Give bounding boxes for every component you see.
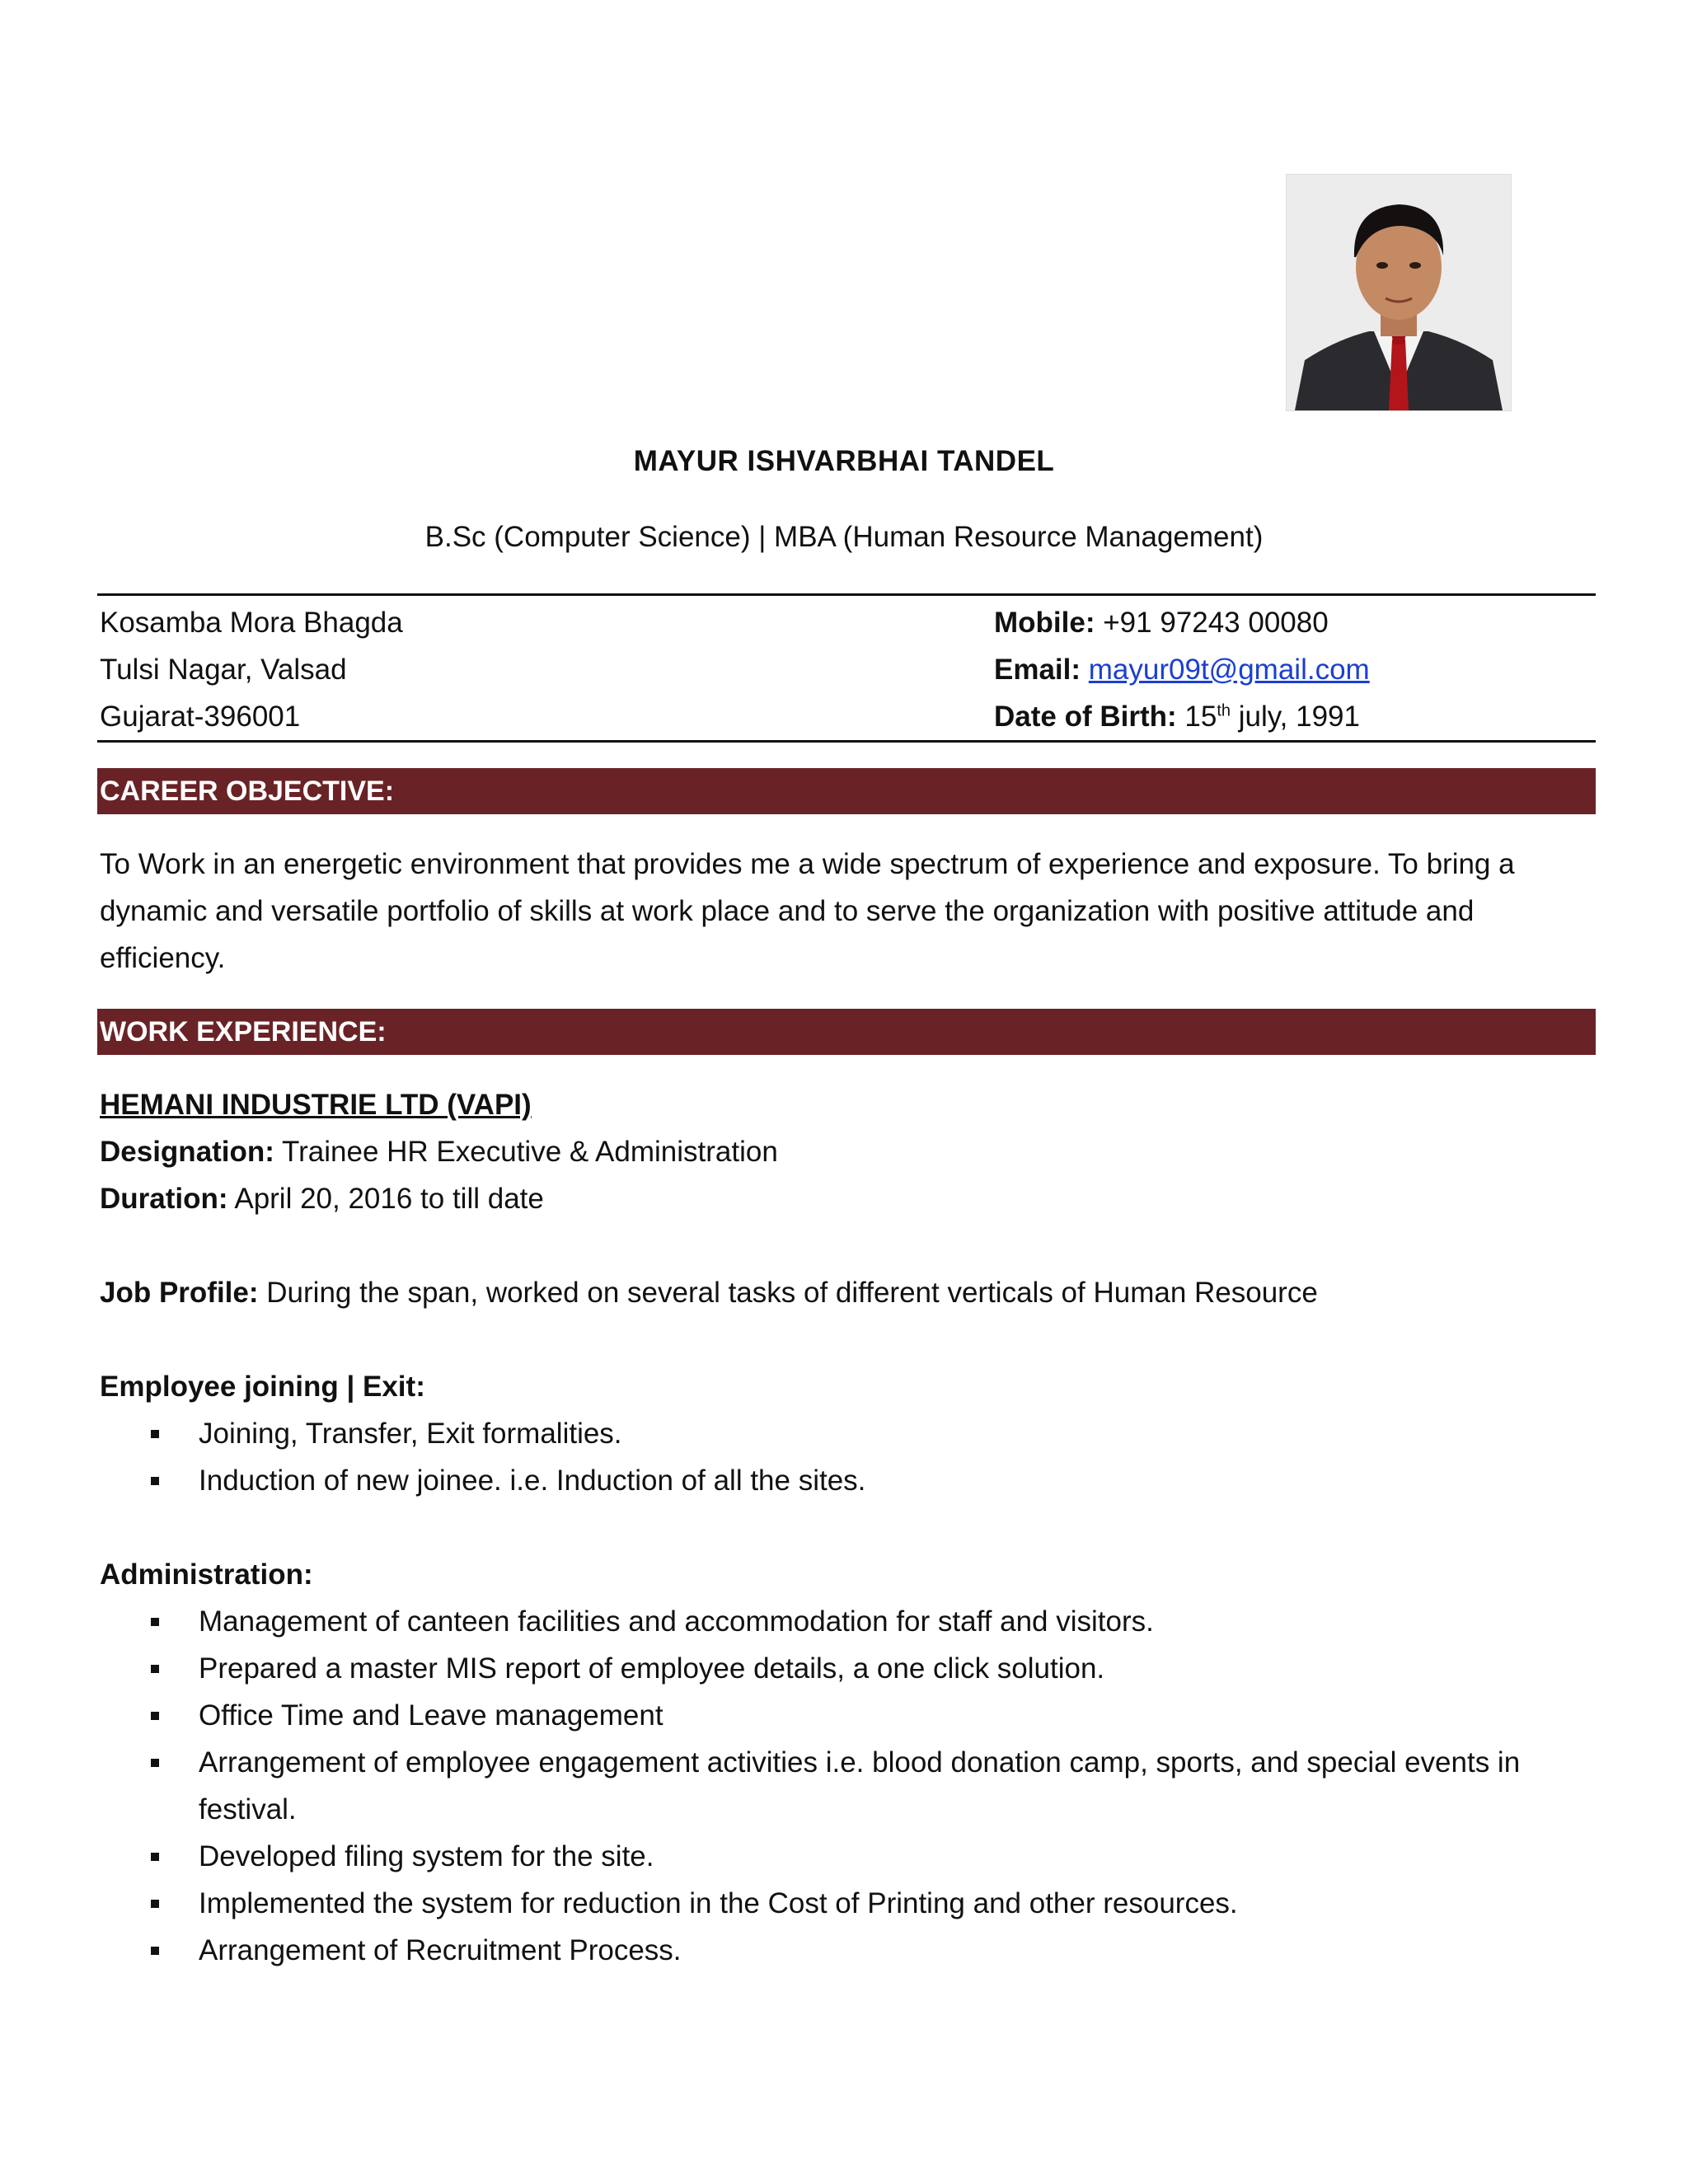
profile-photo-illustration <box>1287 175 1511 410</box>
joining-heading: Employee joining | Exit: <box>100 1371 425 1403</box>
divider-bottom <box>97 740 1596 743</box>
dob-row <box>994 693 1370 740</box>
dob-rest: july, 1991 <box>1238 701 1360 733</box>
designation-row <box>100 1128 1596 1175</box>
spacer <box>100 1222 1596 1269</box>
list-item: Induction of new joinee. i.e. Induction of all the sites. <box>100 1457 1596 1504</box>
duration-row <box>100 1175 1596 1222</box>
administration-list <box>100 1598 1596 1974</box>
joining-list <box>100 1410 1596 1504</box>
list-item: Arrangement of Recruitment Process. <box>100 1927 1596 1974</box>
dob-day: 15 <box>1184 701 1217 733</box>
candidate-degree: B.Sc (Computer Science) | MBA (Human Resource Management) <box>424 521 1264 553</box>
company-name: HEMANI INDUSTRIE LTD (VAPI) <box>100 1089 532 1121</box>
list-item: Developed filing system for the site. <box>100 1833 1596 1880</box>
email-label: Email: <box>994 654 1081 686</box>
address-block <box>100 599 403 740</box>
work-experience-heading: WORK EXPERIENCE: <box>97 1009 1596 1055</box>
address-line: Gujarat-396001 <box>100 701 301 733</box>
mobile-row <box>994 599 1370 646</box>
address-line: Tulsi Nagar, Valsad <box>100 654 347 686</box>
spacer <box>100 1504 1596 1551</box>
career-objective-text: To Work in an energetic environment that provides me a wide spectrum of experience and exposure. To bring a dynamic and versatile portfolio of skills at work place and to serve the organization with positive attitude and efficiency. <box>100 848 1515 974</box>
list-item: Prepared a master MIS report of employee details, a one click solution. <box>100 1645 1596 1692</box>
job-profile-value: During the span, worked on several tasks of different verticals of Human Resource <box>266 1277 1318 1309</box>
administration-heading: Administration: <box>100 1558 313 1591</box>
candidate-name: MAYUR ISHVARBHAI TANDEL <box>633 445 1055 477</box>
duration-value: April 20, 2016 to till date <box>234 1183 544 1215</box>
list-item: Arrangement of employee engagement activities i.e. blood donation camp, sports, and special events in festival. <box>100 1739 1596 1833</box>
dob-suffix: th <box>1217 701 1231 720</box>
profile-photo <box>1286 174 1512 411</box>
job-profile-row <box>100 1269 1596 1316</box>
mobile-label: Mobile: <box>994 607 1095 639</box>
mobile-value: +91 97243 00080 <box>1103 607 1329 639</box>
designation-label: Designation: <box>100 1136 274 1168</box>
contact-block <box>994 599 1370 740</box>
address-line: Kosamba Mora Bhagda <box>100 607 403 639</box>
divider-top <box>97 593 1596 596</box>
list-item: Management of canteen facilities and accommodation for staff and visitors. <box>100 1598 1596 1645</box>
job-profile-label: Job Profile: <box>100 1277 259 1309</box>
duration-label: Duration: <box>100 1183 228 1215</box>
email-link[interactable]: mayur09t@gmail.com <box>1088 654 1370 686</box>
spacer <box>100 1316 1596 1363</box>
designation-value: Trainee HR Executive & Administration <box>282 1136 778 1168</box>
career-objective-heading: CAREER OBJECTIVE: <box>97 768 1596 814</box>
list-item: Joining, Transfer, Exit formalities. <box>100 1410 1596 1457</box>
list-item: Implemented the system for reduction in the Cost of Printing and other resources. <box>100 1880 1596 1927</box>
work-experience-section <box>100 1081 1596 1974</box>
email-row <box>994 646 1370 693</box>
dob-label: Date of Birth: <box>994 701 1177 733</box>
list-item: Office Time and Leave management <box>100 1692 1596 1739</box>
